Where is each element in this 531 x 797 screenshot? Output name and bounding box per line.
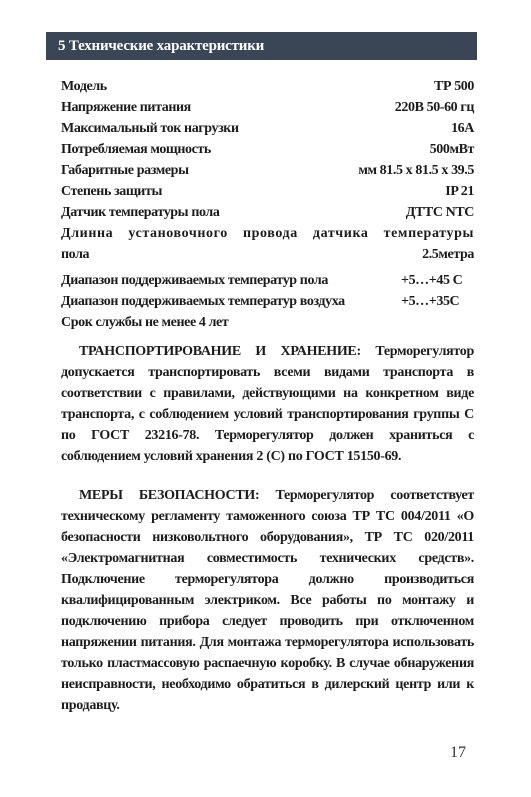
cable-label-line1: Длинна установочного провода датчика температуры — [61, 226, 474, 241]
spec-value: 500мВт — [429, 142, 474, 157]
transport-storage-paragraph: ТРАНСПОРТИРОВАНИЕ И ХРАНЕНИЕ: Терморегулятор допускается транспортировать всеми видами транспорта в соответствии с правилами, действующими на конкретном виде транспорта, с соблюдением условий транспортирования группы С по ГОСТ 23216-78. Терморегулятор должен храниться с соблюдением условий хранения 2 (С) по ГОСТ 15150-69. — [61, 344, 474, 464]
spec-row-current — [61, 118, 474, 139]
spec-value: мм 81.5 x 81.5 x 39.5 — [358, 163, 474, 178]
spec-row-sensor — [61, 202, 474, 223]
spec-value: +5…+35С — [401, 294, 460, 309]
spec-label: Степень защиты — [61, 184, 162, 199]
specs-table — [61, 76, 474, 333]
cable-label-line2: пола — [61, 247, 90, 262]
spec-row-model — [61, 76, 474, 97]
spec-value: 220В 50-60 гц — [394, 100, 474, 115]
spec-label: Датчик температуры пола — [61, 205, 220, 220]
service-life: Срок службы не менее 4 лет — [61, 315, 229, 330]
spec-value: ТР 500 — [434, 79, 474, 94]
spec-row-air-range — [61, 291, 474, 312]
cable-label-line2-row — [61, 244, 474, 265]
spec-label: Модель — [61, 79, 107, 94]
spec-label: Потребляемая мощность — [61, 142, 211, 157]
spec-value: ДТТС NTC — [405, 205, 474, 220]
section-header — [46, 32, 477, 60]
spec-row-protection — [61, 181, 474, 202]
cable-value: 2.5метра — [422, 247, 474, 262]
spec-label: Максимальный ток нагрузки — [61, 121, 239, 136]
spec-label: Габаритные размеры — [61, 163, 189, 178]
spec-label: Диапазон поддерживаемых температур воздуха — [61, 294, 345, 309]
page-number: 17 — [450, 744, 466, 761]
spec-value: 16А — [451, 121, 474, 136]
safety-paragraph: МЕРЫ БЕЗОПАСНОСТИ: Терморегулятор соответствует техническому регламенту таможенного союза ТР ТС 004/2011 «О безопасности низковольтного оборудования», ТР ТС 020/2011 «Электромагнитная совместимость технических средств». Подключение терморегулятора должно производиться квалифицированным электриком. Все работы по монтажу и подключению прибора следует проводить при отключенном напряжении питания. Для монтажа терморегулятора использовать только пластмассовую распаечную коробку. В случае обнаружения неисправности, необходимо обратиться в дилерский центр или к продавцу. — [61, 488, 474, 713]
spec-label: Напряжение питания — [61, 100, 191, 115]
spec-row-dimensions — [61, 160, 474, 181]
spec-row-cable — [61, 223, 474, 265]
spec-row-service-life — [61, 312, 474, 333]
spec-row-floor-range — [61, 270, 474, 291]
spec-label: Диапазон поддерживаемых температур пола — [61, 273, 328, 288]
spec-row-voltage — [61, 97, 474, 118]
spec-value: +5…+45 С — [401, 273, 463, 288]
spec-value: IP 21 — [445, 184, 474, 199]
spec-row-power — [61, 139, 474, 160]
section-title: 5 Технические характеристики — [58, 38, 265, 54]
